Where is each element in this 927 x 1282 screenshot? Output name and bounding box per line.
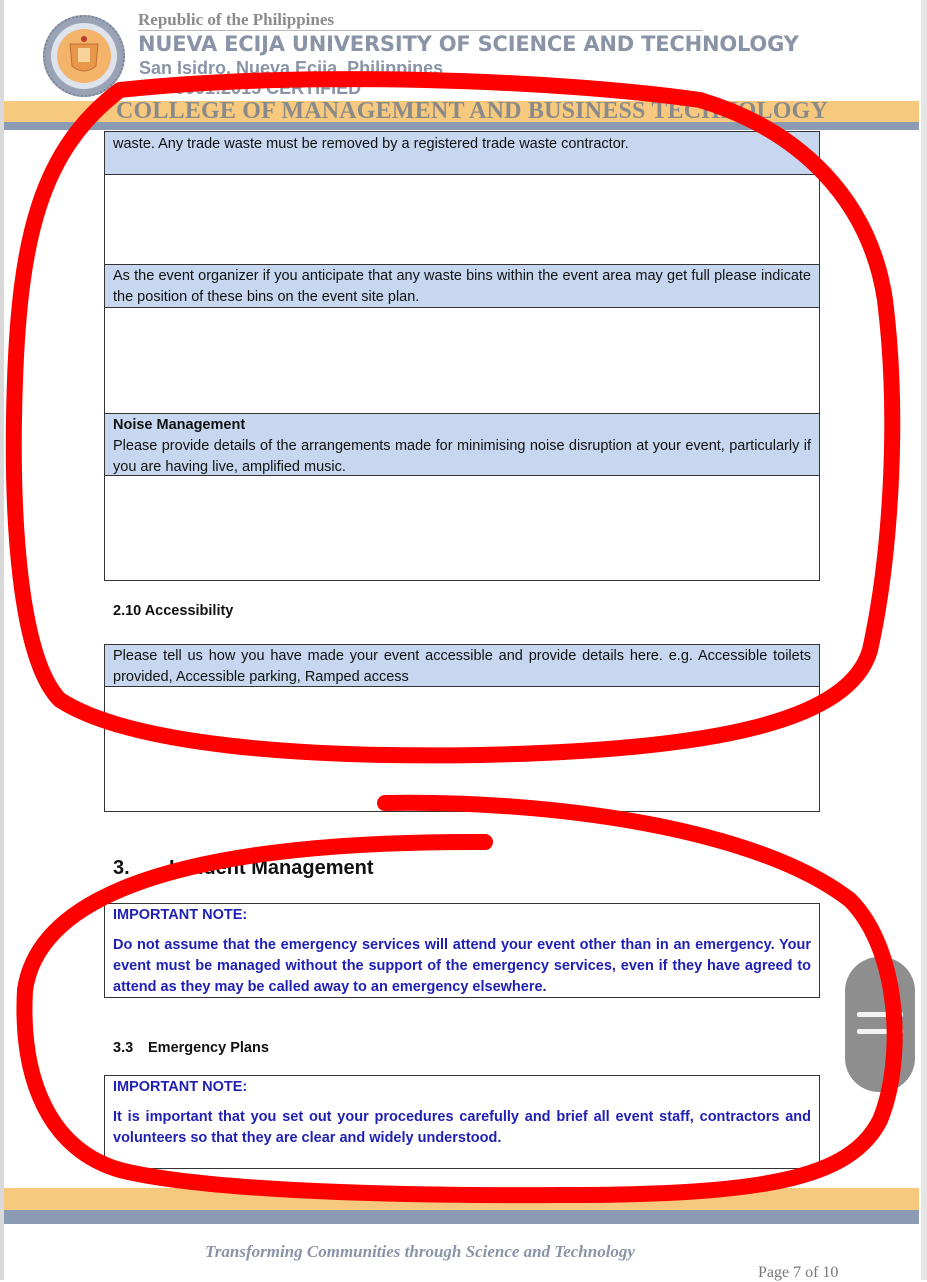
subsection-number: 3.3	[113, 1040, 134, 1056]
waste-bins-answer-field[interactable]	[104, 307, 820, 414]
waste-bins-text: As the event organizer if you anticipate that any waste bins within the event area may get full please indicate the position of these bins on the event site plan.	[113, 268, 811, 305]
section-number: 3.	[113, 857, 130, 879]
subsection-title: Emergency Plans	[148, 1040, 269, 1056]
footer-band-orange	[4, 1188, 919, 1210]
page-edge-right	[921, 0, 927, 1280]
noise-management-title: Noise Management	[113, 417, 246, 433]
section-title: Incident Management	[169, 857, 374, 879]
republic-label: Republic of the Philippines	[138, 10, 335, 29]
page-edge-left	[0, 0, 4, 1280]
note-text: It is important that you set out your procedures carefully and brief all event staff, contractors and volunteers so that they are clear and widely understood.	[113, 1109, 811, 1146]
university-name: NUEVA ECIJA UNIVERSITY OF SCIENCE AND TECHNOLOGY	[138, 32, 799, 56]
accessibility-text: Please tell us how you have made your event accessible and provide details here. e.g. Accessible toilets provided, Accessible parking, Ramped access	[113, 648, 811, 685]
iso-certification: ISO 9001:2015 CERTIFIED	[139, 78, 362, 96]
university-seal-icon	[42, 14, 126, 98]
scroll-handle[interactable]	[845, 957, 915, 1092]
accessibility-prompt	[104, 644, 820, 687]
footer-motto: Transforming Communities through Science and Technology	[205, 1242, 635, 1261]
header-rule	[138, 30, 703, 31]
page-number: Page 7 of 10	[758, 1264, 839, 1281]
emergency-important-note	[104, 1075, 820, 1169]
university-location: San Isidro, Nueva Ecija, Philippines	[139, 58, 444, 78]
trade-waste-prompt	[104, 131, 820, 175]
grip-line-icon	[857, 1012, 903, 1017]
note-label: IMPORTANT NOTE:	[113, 907, 248, 923]
accessibility-answer-field[interactable]	[104, 686, 820, 812]
college-name: COLLEGE OF MANAGEMENT AND BUSINESS TECHNOLOGY	[116, 98, 829, 124]
noise-management-answer-field[interactable]	[104, 475, 820, 581]
footer-band-blue	[4, 1210, 919, 1224]
trade-waste-answer-field[interactable]	[104, 174, 820, 265]
note-text: Do not assume that the emergency services will attend your event other than in an emergency. Your event must be managed without the support of the emergency services, even if they have agreed to attend as they may be called away to an emergency elsewhere.	[113, 937, 811, 995]
incident-management-heading	[113, 857, 373, 880]
noise-management-prompt	[104, 413, 820, 476]
trade-waste-text: waste. Any trade waste must be removed by a registered trade waste contractor.	[113, 136, 629, 152]
note-label: IMPORTANT NOTE:	[113, 1079, 248, 1095]
emergency-plans-heading	[113, 1040, 269, 1056]
grip-line-icon	[857, 1029, 903, 1034]
accessibility-heading: 2.10 Accessibility	[113, 603, 234, 619]
noise-management-text: Please provide details of the arrangements made for minimising noise disruption at your event, particularly if you are having live, amplified music.	[113, 438, 811, 475]
waste-bins-prompt	[104, 264, 820, 308]
incident-important-note	[104, 903, 820, 998]
